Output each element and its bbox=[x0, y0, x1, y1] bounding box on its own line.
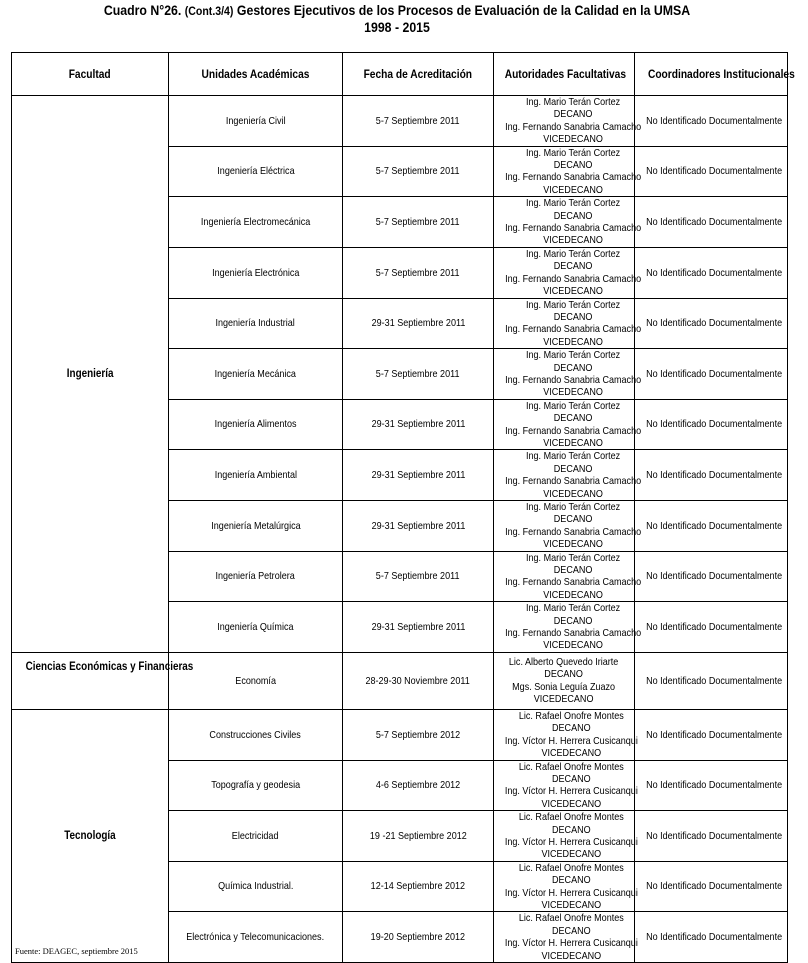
autoridad-cargo: DECANO bbox=[552, 772, 591, 785]
autoridades-list bbox=[505, 761, 638, 811]
coordinador: No Identificado Documentalmente bbox=[646, 519, 783, 532]
unidad-academica: Economía bbox=[235, 674, 276, 687]
table-title bbox=[48, 2, 747, 18]
facultad-name: Ingeniería bbox=[66, 367, 114, 380]
autoridad-cargo: DECANO bbox=[553, 159, 593, 172]
coordinador-cell bbox=[635, 652, 788, 709]
autoridades-list bbox=[505, 552, 641, 602]
coordinador: No Identificado Documentalmente bbox=[646, 317, 783, 330]
title-years: 1998 - 2015 bbox=[364, 19, 430, 35]
autoridades-list bbox=[505, 811, 638, 861]
autoridad-cargo: VICEDECANO bbox=[543, 335, 603, 348]
autoridad-nombre: Ing. Mario Terán Cortez bbox=[525, 298, 621, 311]
unidad-academica: Ingeniería Civil bbox=[225, 114, 286, 127]
coordinador-cell bbox=[635, 760, 788, 811]
coordinador: No Identificado Documentalmente bbox=[646, 215, 783, 228]
coordinador-cell bbox=[635, 298, 788, 349]
autoridades-cell bbox=[494, 146, 642, 197]
autoridad-nombre: Ing. Víctor H. Herrera Cusicanqui bbox=[504, 835, 638, 848]
table-body bbox=[12, 96, 788, 963]
unidad-academica-cell bbox=[169, 551, 343, 602]
fecha-acreditacion: 5-7 Septiembre 2011 bbox=[376, 367, 460, 380]
autoridad-nombre: Ing. Mario Terán Cortez bbox=[525, 399, 621, 412]
autoridad-nombre: Ing. Mario Terán Cortez bbox=[525, 349, 621, 362]
autoridades-cell bbox=[494, 602, 642, 653]
autoridad-nombre: Ing. Mario Terán Cortez bbox=[525, 146, 621, 159]
coordinador: No Identificado Documentalmente bbox=[646, 931, 783, 944]
coordinador-cell bbox=[635, 399, 788, 450]
autoridades-cell bbox=[494, 450, 642, 501]
autoridades-list bbox=[505, 400, 641, 450]
fecha-acreditacion-cell bbox=[343, 146, 494, 197]
autoridad-cargo: DECANO bbox=[553, 108, 593, 121]
autoridades-list bbox=[505, 248, 641, 298]
coordinador-cell bbox=[635, 96, 788, 147]
coordinador-cell bbox=[635, 912, 788, 963]
autoridad-nombre: Ing. Mario Terán Cortez bbox=[525, 247, 621, 260]
autoridad-cargo: DECANO bbox=[553, 361, 593, 374]
title-prefix: Cuadro N°26. bbox=[103, 2, 182, 18]
unidad-academica: Construcciones Civiles bbox=[209, 728, 302, 741]
autoridad-cargo: DECANO bbox=[553, 209, 593, 222]
coordinador-cell bbox=[635, 197, 788, 248]
unidad-academica-cell bbox=[169, 912, 343, 963]
coordinador: No Identificado Documentalmente bbox=[646, 620, 783, 633]
autoridad-nombre: Lic. Rafael Onofre Montes bbox=[518, 912, 624, 925]
autoridad-nombre: Ing. Víctor H. Herrera Cusicanqui bbox=[504, 785, 638, 798]
autoridad-nombre: Ing. Mario Terán Cortez bbox=[525, 501, 621, 513]
autoridad-nombre: Ing. Fernando Sanabria Camacho bbox=[505, 272, 642, 285]
autoridad-cargo: VICEDECANO bbox=[543, 538, 603, 551]
autoridad-cargo: DECANO bbox=[552, 874, 591, 887]
autoridad-nombre: Ing. Fernando Sanabria Camacho bbox=[505, 576, 642, 589]
autoridades-list bbox=[505, 710, 638, 760]
autoridad-cargo: VICEDECANO bbox=[543, 386, 603, 399]
unidad-academica-cell bbox=[169, 811, 343, 862]
coordinador: No Identificado Documentalmente bbox=[646, 367, 783, 380]
fecha-acreditacion-cell bbox=[343, 501, 494, 552]
autoridades-cell bbox=[494, 349, 642, 400]
coordinador: No Identificado Documentalmente bbox=[646, 165, 783, 178]
facultad-name: Tecnología bbox=[64, 829, 116, 842]
coordinador-cell bbox=[635, 501, 788, 552]
autoridades-list bbox=[505, 450, 641, 500]
autoridad-nombre: Ing. Fernando Sanabria Camacho bbox=[505, 627, 642, 640]
autoridad-nombre: Ing. Víctor H. Herrera Cusicanqui bbox=[504, 937, 638, 950]
autoridad-nombre: Ing. Mario Terán Cortez bbox=[525, 197, 621, 210]
autoridad-cargo: DECANO bbox=[553, 513, 593, 526]
autoridades-cell bbox=[494, 912, 638, 963]
unidad-academica: Ingeniería Química bbox=[217, 620, 294, 633]
fecha-acreditacion-cell bbox=[343, 247, 494, 298]
autoridad-cargo: VICEDECANO bbox=[541, 797, 602, 810]
coordinador-cell bbox=[635, 247, 788, 298]
autoridad-nombre: Ing. Fernando Sanabria Camacho bbox=[505, 525, 642, 538]
fecha-acreditacion-cell bbox=[343, 197, 494, 248]
unidad-academica-cell bbox=[169, 450, 343, 501]
autoridades-list bbox=[509, 656, 618, 706]
autoridad-cargo: DECANO bbox=[544, 668, 584, 681]
facultad-cell bbox=[12, 709, 169, 962]
autoridades-list bbox=[505, 96, 641, 146]
coordinador: No Identificado Documentalmente bbox=[646, 674, 783, 687]
header-autoridades: Autoridades Facultativas bbox=[494, 53, 635, 96]
coordinador: No Identificado Documentalmente bbox=[646, 469, 783, 482]
autoridad-nombre: Ing. Fernando Sanabria Camacho bbox=[505, 373, 642, 386]
unidad-academica-cell bbox=[169, 197, 343, 248]
autoridad-nombre: Ing. Víctor H. Herrera Cusicanqui bbox=[504, 734, 638, 747]
autoridad-cargo: VICEDECANO bbox=[543, 285, 603, 298]
autoridad-nombre: Ing. Fernando Sanabria Camacho bbox=[505, 171, 642, 184]
coordinador: No Identificado Documentalmente bbox=[646, 418, 783, 431]
fecha-acreditacion: 19 -21 Septiembre 2012 bbox=[369, 829, 467, 842]
coordinador-cell bbox=[635, 709, 788, 760]
fecha-acreditacion: 29-31 Septiembre 2011 bbox=[371, 317, 465, 330]
autoridad-cargo: DECANO bbox=[553, 564, 593, 577]
unidad-academica-cell bbox=[169, 349, 343, 400]
unidad-academica-cell bbox=[169, 652, 343, 709]
autoridades-list bbox=[505, 602, 641, 652]
autoridad-nombre: Lic. Rafael Onofre Montes bbox=[518, 760, 624, 773]
autoridad-cargo: VICEDECANO bbox=[543, 487, 603, 500]
autoridades-cell bbox=[494, 811, 638, 862]
autoridades-list bbox=[505, 349, 641, 399]
fecha-acreditacion: 28-29-30 Noviembre 2011 bbox=[365, 674, 471, 687]
source-note: Fuente: DEAGEC, septiembre 2015 bbox=[15, 946, 138, 956]
title-cont: (Cont.3/4) bbox=[184, 4, 234, 18]
autoridad-nombre: Lic. Rafael Onofre Montes bbox=[518, 709, 624, 722]
fecha-acreditacion-cell bbox=[343, 652, 494, 709]
fecha-acreditacion-cell bbox=[343, 450, 494, 501]
unidad-academica-cell bbox=[169, 96, 343, 147]
coordinador: No Identificado Documentalmente bbox=[646, 779, 783, 792]
unidad-academica-cell bbox=[169, 399, 343, 450]
autoridad-cargo: DECANO bbox=[553, 310, 593, 323]
fecha-acreditacion-cell bbox=[343, 811, 494, 862]
unidad-academica-cell bbox=[169, 146, 343, 197]
autoridades-cell bbox=[494, 96, 642, 147]
unidad-academica: Ingeniería Mecánica bbox=[214, 367, 297, 380]
table-row bbox=[12, 96, 788, 147]
fecha-acreditacion: 4-6 Septiembre 2012 bbox=[375, 779, 461, 792]
fecha-acreditacion: 29-31 Septiembre 2011 bbox=[371, 519, 465, 532]
fecha-acreditacion: 5-7 Septiembre 2011 bbox=[376, 570, 460, 583]
autoridad-nombre: Ing. Mario Terán Cortez bbox=[525, 602, 621, 615]
autoridad-cargo: VICEDECANO bbox=[543, 436, 603, 449]
autoridades-list bbox=[505, 299, 641, 349]
header-row bbox=[12, 53, 788, 96]
autoridad-cargo: VICEDECANO bbox=[541, 949, 602, 962]
fecha-acreditacion-cell bbox=[343, 709, 494, 760]
autoridades-cell bbox=[494, 399, 642, 450]
unidad-academica: Ingeniería Eléctrica bbox=[216, 165, 295, 178]
fecha-acreditacion-cell bbox=[343, 861, 494, 912]
fecha-acreditacion-cell bbox=[343, 912, 494, 963]
autoridad-nombre: Mgs. Sonia Leguía Zuazo bbox=[512, 680, 616, 693]
autoridad-cargo: DECANO bbox=[553, 614, 593, 627]
unidad-academica: Ingeniería Alimentos bbox=[214, 418, 297, 431]
unidad-academica: Ingeniería Electromecánica bbox=[200, 215, 311, 228]
fecha-acreditacion: 5-7 Septiembre 2012 bbox=[375, 728, 461, 741]
autoridad-cargo: VICEDECANO bbox=[543, 234, 603, 247]
autoridades-cell bbox=[494, 247, 642, 298]
facultad-name: Ciencias Económicas y Financieras bbox=[25, 660, 194, 673]
autoridades-cell bbox=[494, 197, 642, 248]
autoridad-cargo: VICEDECANO bbox=[543, 133, 603, 146]
fecha-acreditacion: 29-31 Septiembre 2011 bbox=[371, 469, 465, 482]
fecha-acreditacion: 5-7 Septiembre 2011 bbox=[376, 215, 460, 228]
header-coordinadores: Coordinadores Institucionales bbox=[635, 53, 788, 96]
coordinador: No Identificado Documentalmente bbox=[646, 728, 783, 741]
fecha-acreditacion: 29-31 Septiembre 2011 bbox=[371, 418, 465, 431]
autoridad-nombre: Ing. Mario Terán Cortez bbox=[525, 551, 621, 564]
fecha-acreditacion-cell bbox=[343, 349, 494, 400]
unidad-academica-cell bbox=[169, 760, 343, 811]
autoridades-cell bbox=[494, 298, 642, 349]
autoridad-cargo: DECANO bbox=[552, 924, 591, 937]
unidad-academica: Ingeniería Metalúrgica bbox=[210, 519, 301, 532]
coordinador-cell bbox=[635, 349, 788, 400]
fecha-acreditacion: 5-7 Septiembre 2011 bbox=[376, 165, 460, 178]
unidad-academica: Topografía y geodesia bbox=[211, 779, 300, 792]
autoridad-cargo: VICEDECANO bbox=[541, 898, 602, 911]
table-row bbox=[12, 709, 788, 760]
unidad-academica: Ingeniería Ambiental bbox=[214, 469, 297, 482]
autoridades-list bbox=[505, 862, 638, 912]
autoridades-list bbox=[505, 501, 641, 551]
unidad-academica: Electrónica y Telecomunicaciones. bbox=[186, 931, 325, 944]
autoridades-cell bbox=[494, 551, 642, 602]
autoridad-nombre: Lic. Rafael Onofre Montes bbox=[518, 811, 624, 824]
autoridad-cargo: VICEDECANO bbox=[534, 693, 594, 706]
coordinador: No Identificado Documentalmente bbox=[646, 829, 783, 842]
autoridad-cargo: DECANO bbox=[553, 260, 593, 273]
header-fecha: Fecha de Acreditación bbox=[343, 53, 494, 96]
unidad-academica-cell bbox=[169, 247, 343, 298]
autoridad-nombre: Ing. Fernando Sanabria Camacho bbox=[505, 424, 642, 437]
autoridad-nombre: Lic. Rafael Onofre Montes bbox=[518, 861, 624, 874]
autoridad-nombre: Ing. Fernando Sanabria Camacho bbox=[505, 475, 642, 488]
fecha-acreditacion: 5-7 Septiembre 2011 bbox=[376, 266, 460, 279]
autoridad-cargo: DECANO bbox=[553, 412, 593, 425]
autoridad-nombre: Ing. Fernando Sanabria Camacho bbox=[505, 222, 642, 235]
header-unidades: Unidades Académicas bbox=[169, 53, 343, 96]
table-row bbox=[12, 652, 788, 709]
autoridad-cargo: VICEDECANO bbox=[543, 588, 603, 601]
autoridad-nombre: Ing. Mario Terán Cortez bbox=[525, 450, 621, 463]
autoridad-cargo: VICEDECANO bbox=[541, 848, 602, 861]
unidad-academica-cell bbox=[169, 602, 343, 653]
header-facultad: Facultad bbox=[12, 53, 169, 96]
autoridad-nombre: Ing. Víctor H. Herrera Cusicanqui bbox=[504, 886, 638, 899]
autoridades-list bbox=[505, 197, 641, 247]
unidad-academica-cell bbox=[169, 298, 343, 349]
autoridad-cargo: VICEDECANO bbox=[543, 639, 603, 652]
autoridades-cell bbox=[494, 760, 638, 811]
unidad-academica: Electricidad bbox=[232, 829, 279, 842]
fecha-acreditacion-cell bbox=[343, 399, 494, 450]
unidad-academica-cell bbox=[169, 861, 343, 912]
autoridad-cargo: DECANO bbox=[553, 462, 593, 475]
autoridades-list bbox=[505, 147, 641, 197]
coordinador-cell bbox=[635, 602, 788, 653]
unidad-academica: Química Industrial. bbox=[217, 880, 294, 893]
facultad-cell bbox=[12, 96, 169, 653]
autoridad-nombre: Lic. Alberto Quevedo Iriarte bbox=[509, 656, 619, 669]
facultad-cell bbox=[12, 652, 194, 709]
fecha-acreditacion: 12-14 Septiembre 2012 bbox=[370, 880, 466, 893]
fecha-acreditacion: 5-7 Septiembre 2011 bbox=[376, 114, 460, 127]
unidad-academica: Ingeniería Industrial bbox=[215, 317, 296, 330]
fecha-acreditacion-cell bbox=[343, 760, 494, 811]
autoridad-cargo: VICEDECANO bbox=[543, 183, 603, 196]
coordinador: No Identificado Documentalmente bbox=[646, 266, 783, 279]
fecha-acreditacion-cell bbox=[343, 551, 494, 602]
unidad-academica: Ingeniería Electrónica bbox=[211, 266, 300, 279]
fecha-acreditacion-cell bbox=[343, 96, 494, 147]
fecha-acreditacion-cell bbox=[343, 602, 494, 653]
autoridades-list bbox=[505, 912, 638, 962]
title-main: Gestores Ejecutivos de los Procesos de Evaluación de la Calidad en la UMSA bbox=[236, 2, 691, 18]
autoridad-cargo: VICEDECANO bbox=[541, 747, 602, 760]
autoridad-nombre: Ing. Fernando Sanabria Camacho bbox=[505, 120, 642, 133]
fecha-acreditacion-cell bbox=[343, 298, 494, 349]
autoridad-nombre: Ing. Mario Terán Cortez bbox=[525, 96, 621, 108]
coordinador: No Identificado Documentalmente bbox=[646, 570, 783, 583]
coordinador: No Identificado Documentalmente bbox=[646, 880, 783, 893]
coordinador-cell bbox=[635, 811, 788, 862]
autoridad-nombre: Ing. Fernando Sanabria Camacho bbox=[505, 323, 642, 336]
unidad-academica-cell bbox=[169, 501, 343, 552]
autoridad-cargo: DECANO bbox=[552, 823, 591, 836]
coordinador-cell bbox=[635, 450, 788, 501]
autoridades-cell bbox=[494, 501, 642, 552]
autoridades-cell bbox=[494, 861, 638, 912]
data-table bbox=[11, 52, 795, 963]
fecha-acreditacion: 29-31 Septiembre 2011 bbox=[371, 620, 465, 633]
coordinador: No Identificado Documentalmente bbox=[646, 114, 783, 127]
coordinador-cell bbox=[635, 146, 788, 197]
unidad-academica: Ingeniería Petrolera bbox=[215, 570, 296, 583]
autoridad-cargo: DECANO bbox=[552, 722, 591, 735]
unidad-academica-cell bbox=[169, 709, 343, 760]
coordinador-cell bbox=[635, 551, 788, 602]
autoridades-cell bbox=[494, 652, 635, 709]
autoridades-cell bbox=[494, 709, 638, 760]
coordinador-cell bbox=[635, 861, 788, 912]
fecha-acreditacion: 19-20 Septiembre 2012 bbox=[370, 931, 466, 944]
